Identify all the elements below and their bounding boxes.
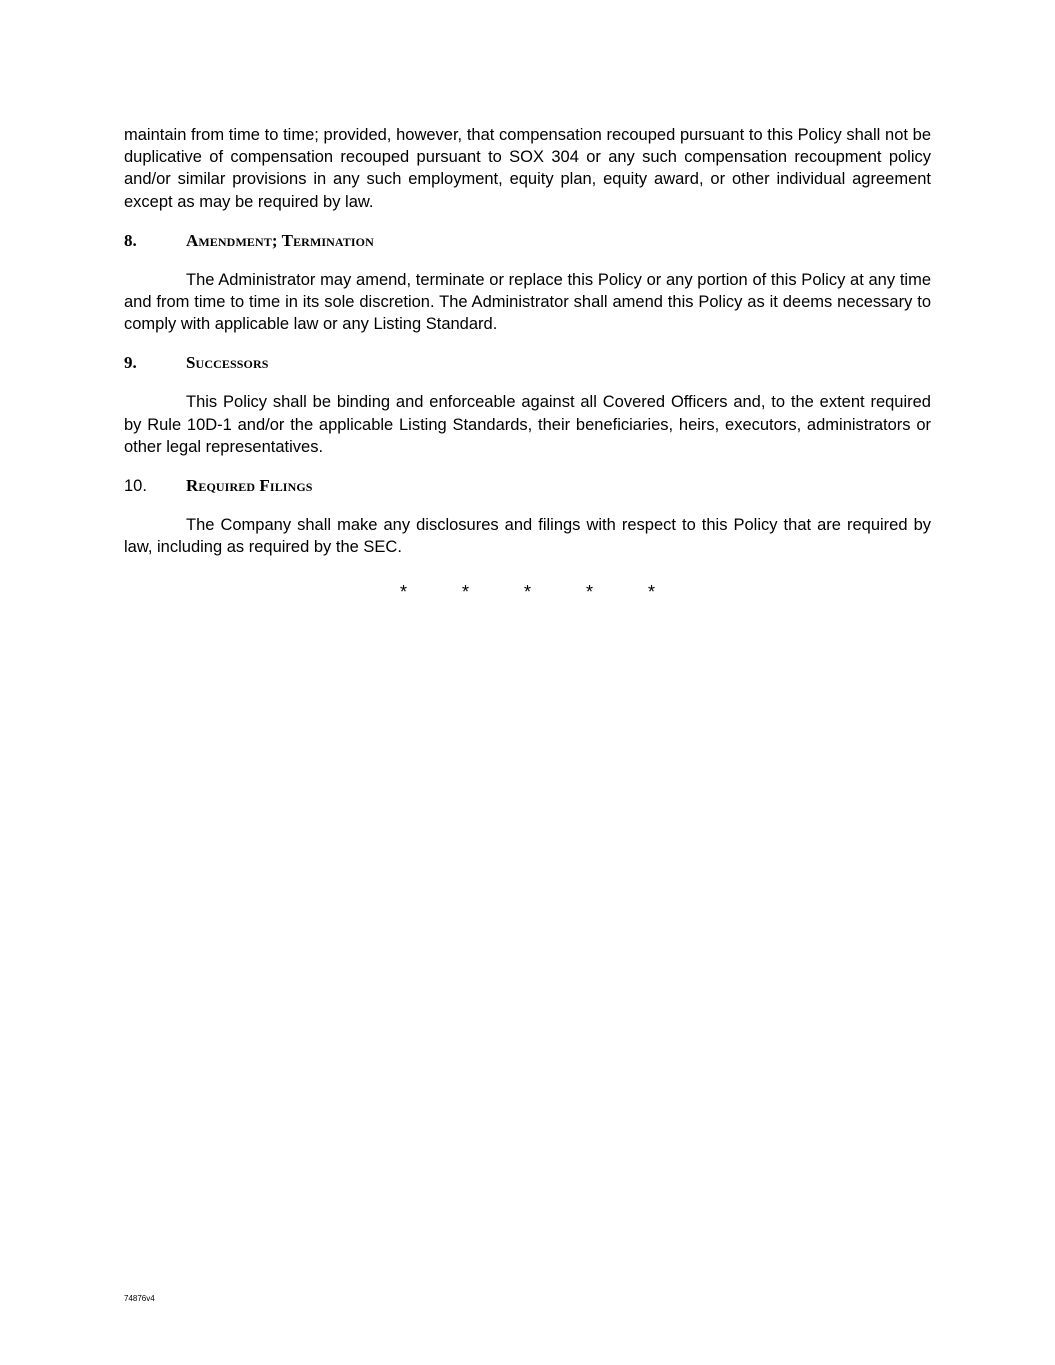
section-title: Required Filings bbox=[186, 476, 313, 496]
end-mark-star: * bbox=[647, 582, 655, 602]
section-number: 9. bbox=[124, 353, 137, 373]
section-heading-8 bbox=[124, 231, 931, 251]
document-body bbox=[124, 124, 931, 558]
section-heading-9 bbox=[124, 353, 931, 373]
section-number: 8. bbox=[124, 230, 137, 250]
footer-document-id: 74876v4 bbox=[124, 1294, 155, 1303]
end-mark-star: * bbox=[585, 582, 593, 602]
section-body-8: The Administrator may amend, terminate or replace this Policy or any portion of this Policy at any time and from time to time in its sole discretion. The Administrator shall amend this Policy as it deems necessary to comply with applicable law or any Listing Standard. bbox=[124, 270, 931, 334]
section-body-9: This Policy shall be binding and enforceable against all Covered Officers and, to the extent required by Rule 10D-1 and/or the applicable Listing Standards, their beneficiaries, heirs, executors, administrators or other legal representatives. bbox=[124, 393, 931, 456]
section-title: Amendment; Termination bbox=[186, 230, 374, 250]
section-body-10: The Company shall make any disclosures and filings with respect to this Policy that are required by law, including as required by the SEC. bbox=[124, 516, 931, 557]
end-mark-star: * bbox=[523, 582, 531, 602]
section-title: Successors bbox=[186, 353, 269, 373]
end-of-document-marks bbox=[0, 582, 1055, 603]
section-heading-10 bbox=[124, 476, 931, 496]
end-mark-star: * bbox=[461, 582, 469, 602]
section-number: 10. bbox=[124, 477, 147, 496]
intro-paragraph: maintain from time to time; provided, however, that compensation recouped pursuant to this Policy shall not be duplicative of compensation recouped pursuant to SOX 304 or any such compensation recoupment policy and/or similar provisions in any such employment, equity plan, equity award, or other individual agreement except as may be required by law. bbox=[124, 126, 931, 211]
end-mark-star: * bbox=[399, 582, 407, 602]
